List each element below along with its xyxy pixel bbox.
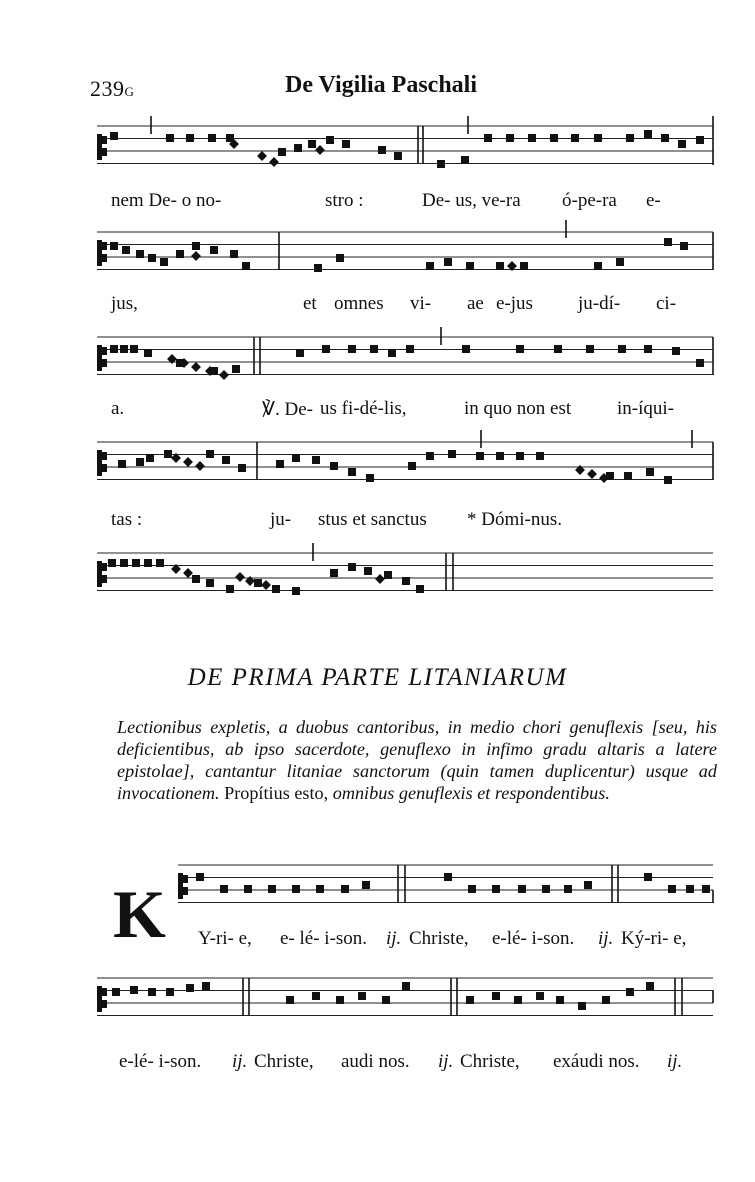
lyric-4d: * Dómi-nus. — [467, 509, 562, 530]
lyric-4b: ju- — [270, 509, 292, 530]
kyrie-1b: e- lé- i-son. — [280, 928, 368, 949]
section-title: DE PRIMA PARTE LITANIARUM — [187, 664, 568, 691]
lyric-1c: De- us, ve-ra — [422, 190, 521, 211]
page-suffix: G — [124, 84, 135, 99]
page-number: 239G — [90, 76, 135, 101]
lyric-1b: stro : — [325, 190, 364, 211]
rubric-paragraph — [117, 716, 717, 804]
lyric-2g: ju-dí- — [578, 293, 621, 314]
kyrie-1c: ij. — [386, 928, 402, 949]
lyric-2a: jus, — [111, 293, 138, 314]
kyrie-2d: audi nos. — [341, 1051, 410, 1072]
kyrie-1d: Christe, — [409, 928, 469, 949]
lyric-4a: tas : — [111, 509, 143, 530]
kyrie-2f: Christe, — [460, 1051, 520, 1072]
lyric-3a: a. — [111, 398, 125, 419]
lyric-2d: vi- — [410, 293, 432, 314]
lyric-3e: in-íqui- — [617, 398, 674, 419]
lyric-3b: ℣. De- — [262, 399, 313, 420]
lyric-2h: ci- — [656, 293, 677, 314]
kyrie-2g: exáudi nos. — [553, 1051, 640, 1072]
lyric-2b: et — [303, 293, 317, 314]
rubric-text-1: Lectionibus expletis, a duobus cantoribus, in medio chori genuflexis [seu, his deficientibus, ab ipso sacerdote, genuflexo in infimo gradu altaris a latere epistolae], cantantur litaniae sanctorum (quin tamen duplicentur) usque ad invocationem. — [117, 717, 717, 803]
lyric-2c: omnes — [334, 293, 384, 314]
running-title: De Vigilia Paschali — [285, 72, 477, 98]
kyrie-2a: e-lé- i-son. — [119, 1051, 202, 1072]
lyric-4c: stus et sanctus — [318, 509, 427, 530]
kyrie-2c: Christe, — [254, 1051, 314, 1072]
rubric-incipit: Propítius esto, — [219, 783, 329, 803]
lyric-2e: ae — [467, 293, 484, 314]
lyric-2f: e-jus — [496, 293, 533, 314]
drop-cap-initial: K — [113, 876, 166, 952]
lyric-1a: nem De- o no- — [111, 190, 222, 211]
kyrie-2h: ij. — [667, 1051, 683, 1072]
kyrie-1f: ij. — [598, 928, 614, 949]
lyric-3c: us fi-dé-lis, — [320, 398, 407, 419]
kyrie-1e: e-lé- i-son. — [492, 928, 575, 949]
kyrie-2e: ij. — [438, 1051, 454, 1072]
rubric-text-2: omnibus genuflexis et respondentibus. — [328, 783, 610, 803]
kyrie-1a: Y-ri- e, — [198, 928, 252, 949]
lyric-3d: in quo non est — [464, 398, 572, 419]
lyric-1e: e- — [646, 190, 661, 211]
lyric-1d: ó-pe-ra — [562, 190, 617, 211]
kyrie-2b: ij. — [232, 1051, 248, 1072]
kyrie-1g: Ký-ri- e, — [621, 928, 687, 949]
